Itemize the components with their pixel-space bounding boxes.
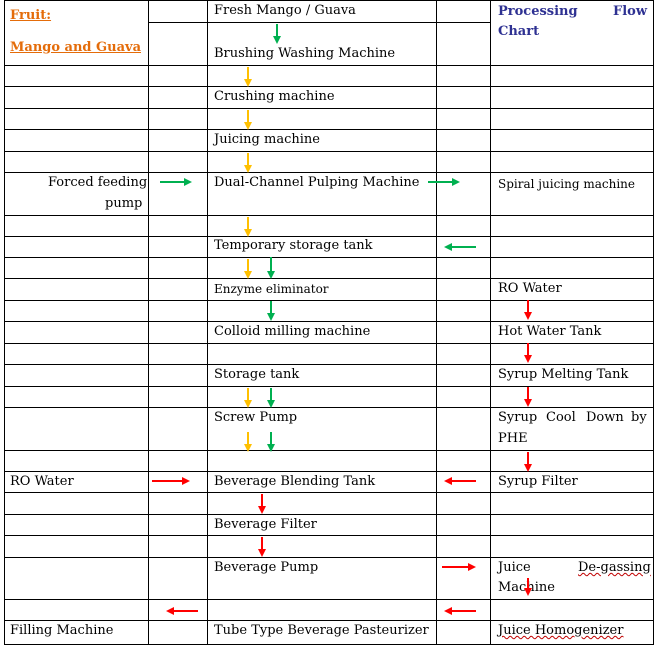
step-beverage-filter: Beverage Filter	[214, 517, 317, 532]
step-juicing: Juicing machine	[214, 132, 320, 147]
title-word-chart: Chart	[498, 24, 540, 39]
right-hot-water-tank: Hot Water Tank	[498, 324, 602, 339]
right-syrup-cool-word4: by	[631, 410, 647, 425]
step-brushing-washing: Brushing Washing Machine	[214, 46, 396, 61]
right-syrup-cool-word2: Cool	[546, 410, 576, 425]
step-beverage-pump: Beverage Pump	[214, 560, 319, 575]
left-forced-feeding-pump: pump	[105, 196, 143, 211]
right-juice-homogenizer-text: Juice Homogenizer	[498, 623, 624, 638]
step-temporary-storage: Temporary storage tank	[214, 238, 373, 253]
right-juice-degas-word1: Juice	[498, 560, 531, 575]
step-enzyme-eliminator: Enzyme eliminator	[214, 282, 329, 296]
step-colloid-milling: Colloid milling machine	[214, 324, 371, 339]
step-fresh-fruit: Fresh Mango / Guava	[214, 3, 356, 18]
step-screw-pump: Screw Pump	[214, 410, 298, 425]
right-ro-water: RO Water	[498, 281, 562, 296]
step-blending-tank: Beverage Blending Tank	[214, 474, 376, 489]
step-pulping: Dual-Channel Pulping Machine	[214, 175, 420, 190]
left-ro-water: RO Water	[10, 474, 74, 489]
right-juice-degas-word2: De-gassing	[578, 560, 651, 575]
step-crushing: Crushing machine	[214, 89, 335, 104]
left-filling-machine: Filling Machine	[10, 623, 114, 638]
right-spiral-juicing: Spiral juicing machine	[498, 177, 636, 191]
title-word-flow: Flow	[613, 4, 648, 19]
right-syrup-cool-phe: PHE	[498, 431, 528, 446]
fruit-name: Mango and Guava	[10, 40, 141, 55]
right-syrup-cool-word1: Syrup	[498, 410, 538, 425]
step-storage-tank: Storage tank	[214, 367, 300, 382]
right-syrup-melting: Syrup Melting Tank	[498, 367, 629, 382]
right-syrup-cool-word3: Down	[586, 410, 624, 425]
right-syrup-filter: Syrup Filter	[498, 474, 578, 489]
step-pasteurizer: Tube Type Beverage Pasteurizer	[214, 623, 429, 638]
right-juice-degas-machine: Machine	[498, 580, 555, 595]
fruit-label: Fruit:	[10, 8, 52, 23]
title-word-processing: Processing	[498, 4, 578, 19]
left-forced-feeding: Forced feeding	[48, 175, 148, 190]
